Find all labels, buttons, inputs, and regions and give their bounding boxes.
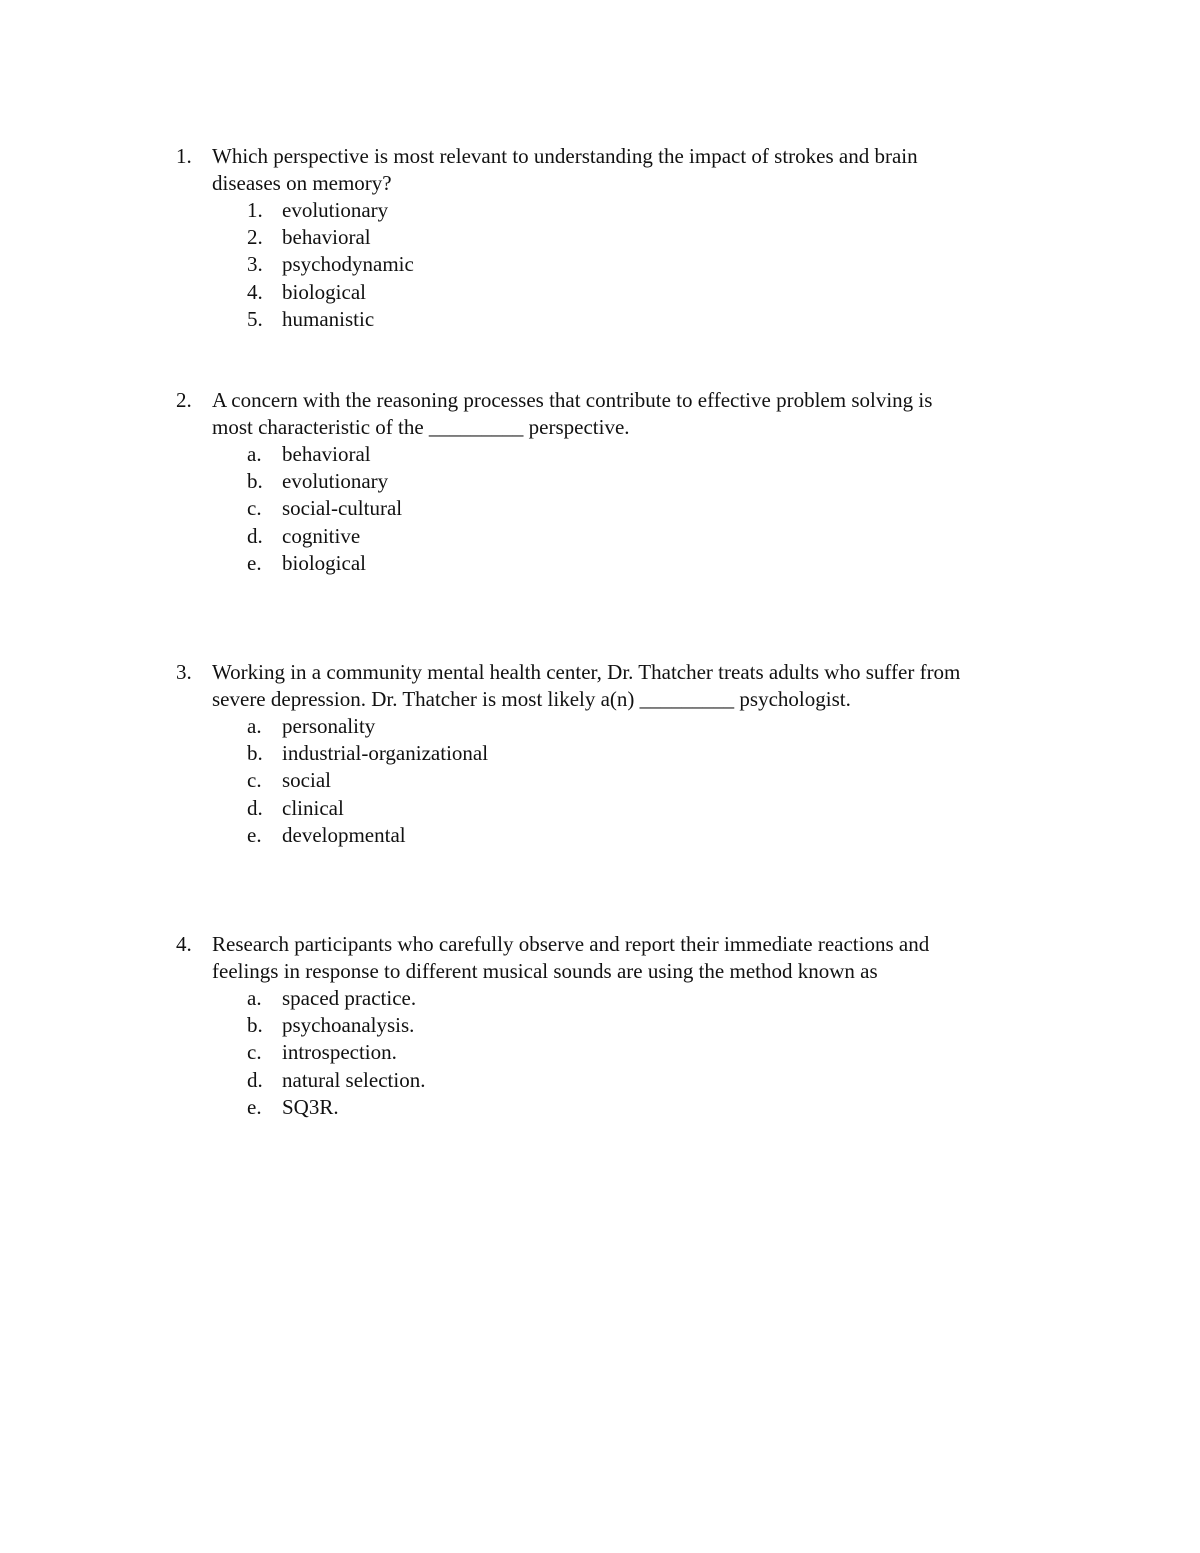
- answer-option: [0, 795, 1200, 822]
- option-text: industrial-organizational: [282, 741, 489, 766]
- option-marker: a.: [247, 986, 262, 1010]
- option-marker: 3.: [247, 252, 263, 277]
- question-number: 1.: [176, 144, 192, 168]
- answer-option: [0, 985, 1200, 1012]
- answer-options: [0, 713, 1200, 849]
- question-number: 3.: [176, 660, 192, 684]
- answer-option: [0, 767, 1200, 794]
- answer-option: [0, 468, 1200, 495]
- option-text: evolutionary: [282, 469, 389, 494]
- answer-option: [0, 1067, 1200, 1094]
- option-text: psychoanalysis.: [282, 1013, 415, 1038]
- question-text-line: most characteristic of the _________ perspective.: [212, 415, 630, 439]
- answer-option: [0, 740, 1200, 767]
- answer-option: [0, 713, 1200, 740]
- option-marker: a.: [247, 442, 262, 466]
- option-text: cognitive: [282, 523, 361, 548]
- question-text-line: severe depression. Dr. Thatcher is most likely a(n) _________ psychologist.: [212, 687, 851, 711]
- answer-option: [0, 495, 1200, 522]
- option-text: behavioral: [282, 442, 371, 466]
- option-marker: d.: [247, 795, 263, 820]
- question-text: [212, 387, 1072, 441]
- answer-option: [0, 197, 1200, 224]
- option-text: natural selection.: [282, 1067, 426, 1092]
- answer-option: [0, 441, 1200, 468]
- question-number: 2.: [176, 388, 192, 412]
- question-text-line: Research participants who carefully observe and report their immediate reactions and: [212, 932, 930, 956]
- question-text-line: diseases on memory?: [212, 171, 392, 195]
- option-text: behavioral: [282, 225, 371, 250]
- answer-option: [0, 1039, 1200, 1066]
- option-text: spaced practice.: [282, 986, 417, 1010]
- option-text: social-cultural: [282, 496, 403, 521]
- question-text-line: Which perspective is most relevant to understanding the impact of strokes and brain: [212, 144, 918, 168]
- answer-option: [0, 822, 1200, 849]
- option-text: evolutionary: [282, 198, 389, 222]
- question-text-line: Working in a community mental health center, Dr. Thatcher treats adults who suffer from: [212, 660, 961, 684]
- option-marker: 5.: [247, 306, 263, 331]
- option-text: clinical: [282, 795, 344, 820]
- option-marker: d.: [247, 1067, 263, 1092]
- answer-option: [0, 1094, 1200, 1121]
- question-text: [212, 931, 1072, 985]
- option-text: humanistic: [282, 306, 375, 331]
- answer-options: [0, 441, 1200, 577]
- answer-options: [0, 197, 1200, 333]
- option-text: psychodynamic: [282, 252, 414, 277]
- option-marker: c.: [247, 768, 262, 793]
- option-marker: b.: [247, 469, 263, 494]
- answer-options: [0, 985, 1200, 1121]
- option-marker: 2.: [247, 225, 263, 250]
- option-text: developmental: [282, 822, 406, 847]
- option-text: social: [282, 768, 331, 793]
- option-text: biological: [282, 550, 366, 575]
- option-marker: e.: [247, 1094, 262, 1119]
- answer-option: [0, 306, 1200, 333]
- option-marker: b.: [247, 741, 263, 766]
- option-marker: d.: [247, 523, 263, 548]
- option-marker: b.: [247, 1013, 263, 1038]
- option-marker: e.: [247, 822, 262, 847]
- answer-option: [0, 279, 1200, 306]
- answer-option: [0, 224, 1200, 251]
- answer-option: [0, 251, 1200, 278]
- option-marker: e.: [247, 550, 262, 575]
- question-number: 4.: [176, 932, 192, 956]
- option-marker: c.: [247, 1040, 262, 1065]
- option-text: introspection.: [282, 1040, 397, 1065]
- option-text: personality: [282, 714, 376, 738]
- answer-option: [0, 550, 1200, 577]
- option-text: SQ3R.: [282, 1094, 339, 1119]
- answer-option: [0, 1012, 1200, 1039]
- option-text: biological: [282, 279, 366, 304]
- question-text-line: A concern with the reasoning processes that contribute to effective problem solving is: [212, 388, 933, 412]
- question-text: [212, 659, 1072, 713]
- answer-option: [0, 523, 1200, 550]
- option-marker: 4.: [247, 279, 263, 304]
- question-text: [212, 143, 1072, 197]
- option-marker: a.: [247, 714, 262, 738]
- question-text-line: feelings in response to different musical sounds are using the method known as: [212, 959, 878, 983]
- option-marker: 1.: [247, 198, 263, 222]
- option-marker: c.: [247, 496, 262, 521]
